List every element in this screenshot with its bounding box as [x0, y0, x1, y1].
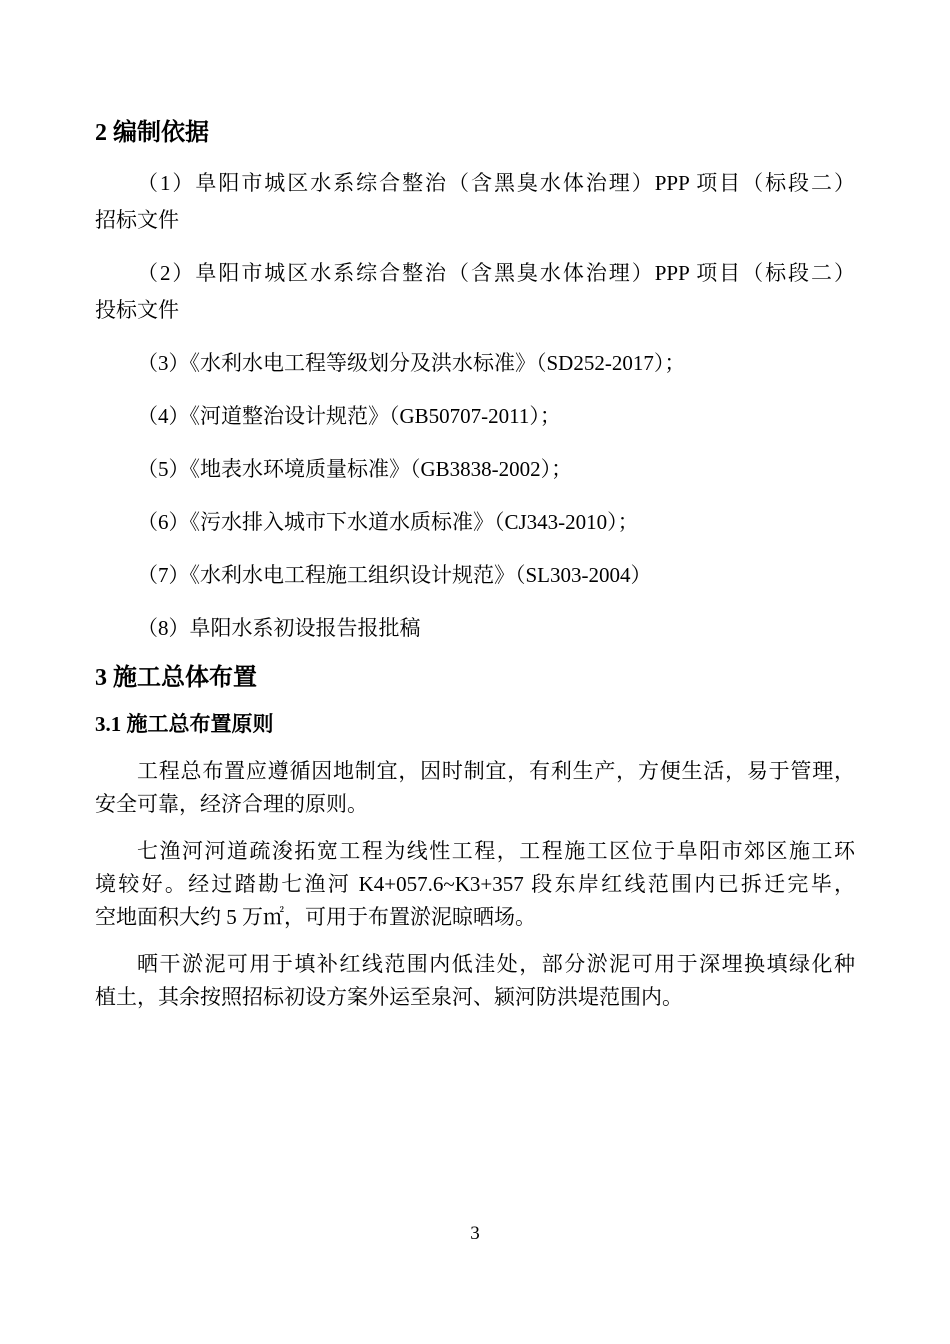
document-content — [95, 118, 855, 1028]
paragraph — [95, 835, 855, 934]
list-item-line: （5）《地表水环境质量标准》（GB3838-2002）； — [137, 457, 573, 481]
paragraph-line: 七渔河河道疏浚拓宽工程为线性工程，工程施工区位于阜阳市郊区施工环 — [137, 839, 855, 863]
paragraph-line: 植土，其余按照招标初设方案外运至泉河、颍河防洪堤范围内。 — [95, 985, 683, 1009]
list-item — [95, 345, 855, 382]
page-footer — [0, 1222, 950, 1246]
section-3-1-heading: 3.1 施工总布置原则 — [95, 712, 274, 736]
list-item-line: （1）阜阳市城区水系综合整治（含黑臭水体治理）PPP 项目（标段二） — [137, 171, 855, 195]
paragraph-line: 工程总布置应遵循因地制宜，因时制宜，有利生产，方便生活，易于管理， — [137, 759, 855, 783]
list-item-line: （8）阜阳水系初设报告报批稿 — [137, 616, 421, 640]
list-item-line: （6）《污水排入城市下水道水质标准》（CJ343-2010）； — [137, 510, 639, 534]
page-number: 3 — [470, 1223, 480, 1244]
list-item-line: （7）《水利水电工程施工组织设计规范》（SL303-2004） — [137, 563, 652, 587]
list-item-line: （2）阜阳市城区水系综合整治（含黑臭水体治理）PPP 项目（标段二） — [137, 261, 855, 285]
paragraph-line: 空地面积大约 5 万㎡，可用于布置淤泥晾晒场。 — [95, 905, 536, 929]
list-item — [95, 504, 855, 541]
list-item — [95, 165, 855, 239]
list-item — [95, 451, 855, 488]
list-item-line: （4）《河道整治设计规范》（GB50707-2011）； — [137, 404, 561, 428]
paragraph-line: 安全可靠，经济合理的原则。 — [95, 792, 368, 816]
list-item — [95, 398, 855, 435]
section-2-heading: 2 编制依据 — [95, 120, 209, 146]
list-item-line: 招标文件 — [95, 208, 179, 232]
paragraph — [95, 755, 855, 821]
paragraph-line: 境较好。经过踏勘七渔河 K4+057.6~K3+357 段东岸红线范围内已拆迁完毕， — [95, 872, 855, 896]
list-item-line: 投标文件 — [95, 298, 179, 322]
list-item-line: （3）《水利水电工程等级划分及洪水标准》（SD252-2017）； — [137, 351, 686, 375]
list-item — [95, 610, 855, 647]
paragraph-line: 晒干淤泥可用于填补红线范围内低洼处，部分淤泥可用于深埋换填绿化种 — [137, 952, 855, 976]
paragraph — [95, 948, 855, 1014]
list-item — [95, 557, 855, 594]
section-3-heading: 3 施工总体布置 — [95, 665, 257, 691]
list-item — [95, 255, 855, 329]
